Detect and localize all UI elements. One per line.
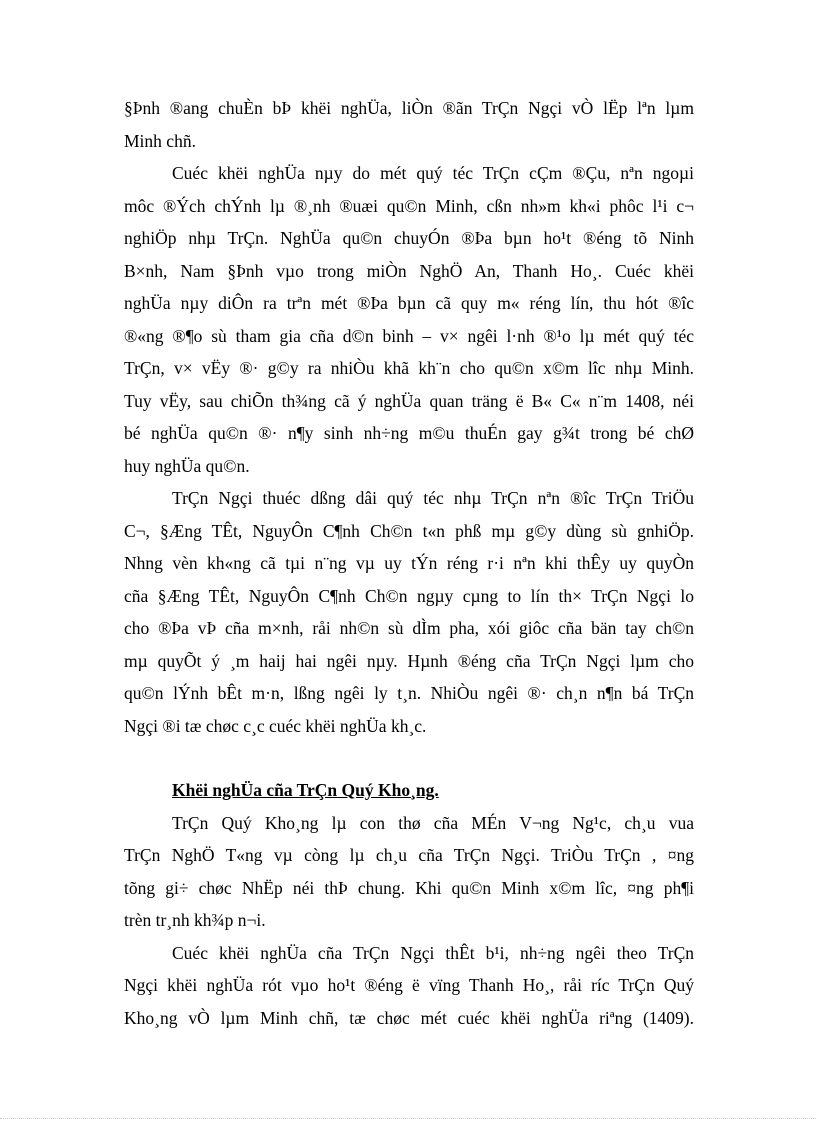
- text-line: cña §Æng TÊt, NguyÔn C¶nh Ch©n ngµy cµng to lín th× TrÇn Ngçi lo: [124, 585, 694, 606]
- text-line: bé nghÜa qu©n ®· n¶y sinh nh÷ng m©u thuÉn gay g¾t trong bé chØ: [124, 423, 694, 443]
- page-bottom-divider: [0, 1118, 816, 1119]
- paragraph: [124, 937, 694, 1035]
- text-line: nghiÖp nhµ TrÇn. NghÜa qu©n chuyÓn ®Þa bµn ho¹t ®éng tõ Ninh: [124, 228, 694, 248]
- text-line: qu©n lÝnh bÊt m·n, lßng ngêi ly t¸n. NhiÒu ngêi ®· ch¸n n¶n bá TrÇn: [124, 683, 694, 703]
- text-line: mµ quyÕt ý ¸m haij hai ngêi nµy. Hµnh ®éng cña TrÇn Ngçi lµm cho: [124, 650, 694, 671]
- text-line: Ngçi ®i tæ chøc c¸c cuéc khëi nghÜa kh¸c.: [124, 715, 427, 736]
- text-line: ®«ng ®¶o sù tham gia cña d©n binh – v× ngêi l·nh ®¹o lµ mét quý téc: [124, 325, 694, 346]
- text-line: TrÇn NghÖ T«ng vµ còng lµ ch¸u cña TrÇn Ngçi. TriÒu TrÇn , ¤ng: [124, 845, 694, 865]
- text-line: C¬, §Æng TÊt, NguyÔn C¶nh Ch©n t«n phß mµ g©y dùng sù gnhiÖp.: [124, 520, 694, 541]
- text-line: cho ®Þa vÞ cña m×nh, råi nh©n sù dÌm pha, xói giôc cña bän tay ch©n: [124, 618, 694, 638]
- section-heading: Khëi nghÜa cña TrÇn Quý Kho¸ng.: [172, 780, 439, 800]
- paragraph: [124, 807, 694, 937]
- text-line: Minh chñ.: [124, 130, 196, 151]
- text-line: B×nh, Nam §Þnh vµo trong miÒn NghÖ An, Thanh Ho¸. Cuéc khëi: [124, 260, 694, 281]
- text-line: nghÜa nµy diÔn ra trªn mét ®Þa bµn cã quy m« réng lín, thu hót ®îc: [124, 293, 694, 313]
- text-line: huy nghÜa qu©n.: [124, 455, 250, 476]
- text-line: TrÇn Ngçi thuéc dßng dâi quý téc nhµ TrÇn nªn ®îc TrÇn TriÖu: [172, 488, 694, 508]
- document-page: [124, 92, 694, 1034]
- paragraph: [124, 482, 694, 742]
- text-line: TrÇn Quý Kho¸ng lµ con thø cña MÉn V¬ng Ng¹c, ch¸u vua: [172, 812, 694, 833]
- text-line: TrÇn, v× vËy ®· g©y ra nhiÒu khã kh¨n cho qu©n x©m lîc nhµ Minh.: [124, 358, 694, 378]
- text-line: Cuéc khëi nghÜa cña TrÇn Ngçi thÊt b¹i, nh÷ng ngêi theo TrÇn: [172, 942, 694, 963]
- text-line: Nhng vèn kh«ng cã tµi n¨ng vµ uy tÝn réng r·i nªn khi thÊy uy quyÒn: [124, 553, 694, 573]
- text-line: trèn tr¸nh kh¾p n¬i.: [124, 910, 266, 930]
- paragraph: [124, 157, 694, 482]
- text-line: Tuy vËy, sau chiÕn th¾ng cã ý nghÜa quan träng ë B« C« n¨m 1408, néi: [124, 390, 694, 411]
- text-line: §Þnh ®ang chuÈn bÞ khëi nghÜa, liÒn ®ãn TrÇn Ngçi vÒ lËp lªn lµm: [124, 98, 694, 118]
- text-line: Kho¸ng vÒ lµm Minh chñ, tæ chøc mét cuéc khëi nghÜa riªng (1409).: [124, 1007, 694, 1028]
- paragraph: [124, 92, 694, 157]
- text-line: Cuéc khëi nghÜa nµy do mét quý téc TrÇn cÇm ®Çu, nªn ngoµi: [172, 163, 694, 183]
- text-line: tõng gi÷ chøc NhËp néi thÞ chung. Khi qu©n Minh x©m lîc, ¤ng ph¶i: [124, 877, 694, 898]
- text-line: môc ®Ých chÝnh lµ ®¸nh ®uæi qu©n Minh, cßn nh»m kh«i phôc l¹i c¬: [124, 195, 694, 216]
- text-line: Ngçi khëi nghÜa rót vµo ho¹t ®éng ë vïng Thanh Ho¸, råi ríc TrÇn Quý: [124, 975, 694, 995]
